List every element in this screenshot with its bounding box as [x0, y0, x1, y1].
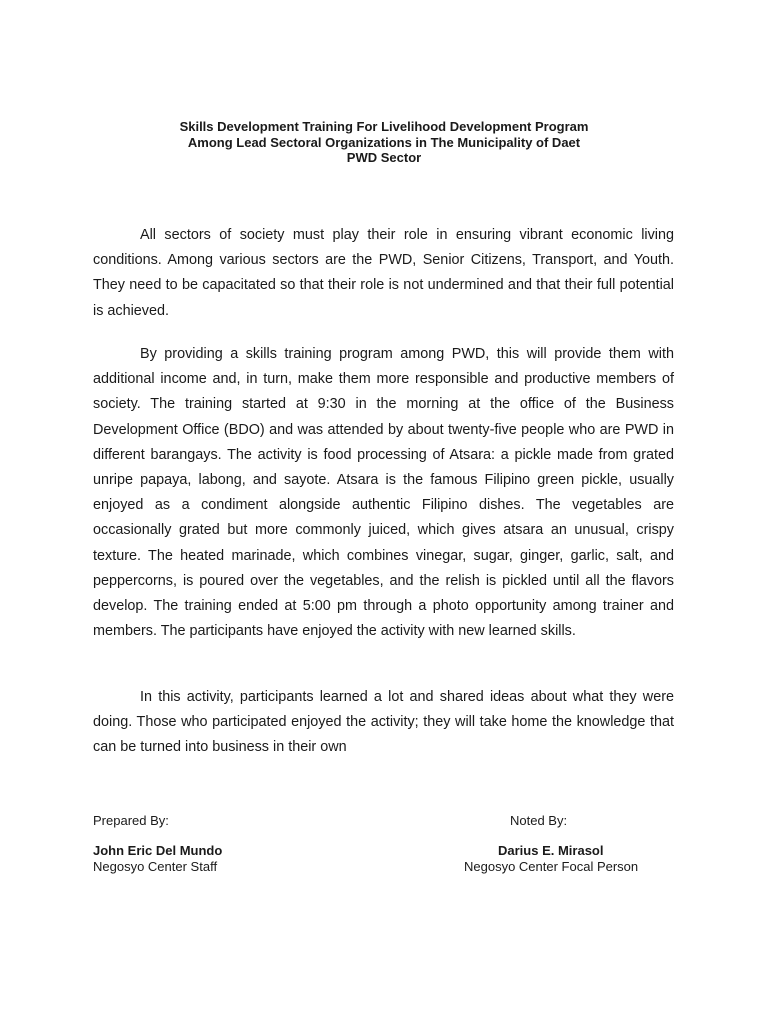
title-line-3: PWD Sector — [346, 150, 422, 165]
prepared-by-label: Prepared By: — [93, 813, 169, 828]
prepared-by-name: John Eric Del Mundo — [93, 843, 223, 858]
body-paragraph-1: All sectors of society must play their role in ensuring vibrant economic living conditions. Among various sectors are the PWD, Senior Citizens, Transport, and Youth. They need to be capacitated so that their role is not undermined and that their full potential is achieved. — [93, 227, 674, 319]
body-paragraph-2: By providing a skills training program among PWD, this will provide them with additional income and, in turn, make them more responsible and productive members of society. The training started at 9:30 in the morning at the office of the Business Development Office (BDO) and was attended by about twenty-five people who are PWD in different barangays. The activity is food processing of Atsara: a pickle made from grated unripe papaya, labong, and sayote. Atsara is the famous Filipino green pickle, usually enjoyed as a condiment alongside authentic Filipino dishes. The vegetables are occasionally grated but more commonly juiced, which gives atsara an unusual, crispy texture. The heated marinade, which combines vinegar, sugar, ginger, garlic, salt, and peppercorns, is poured over the vegetables, and the relish is pickled until all the flavors develop. The training ended at 5:00 pm through a photo opportunity among trainer and members. The participants have enjoyed the activity with new learned skills. — [93, 346, 674, 640]
title-line-1: Skills Development Training For Livelihood Development Program — [179, 119, 589, 134]
title-line-2: Among Lead Sectoral Organizations in The Municipality of Daet — [187, 134, 581, 150]
document-title — [0, 119, 768, 166]
noted-by-name: Darius E. Mirasol — [498, 843, 604, 858]
noted-by-label: Noted By: — [510, 813, 568, 828]
body-paragraph-3: In this activity, participants learned a lot and shared ideas about what they were doing. Those who participated enjoyed the activity; they will take home the knowledge that can be turned into business in their own — [93, 689, 674, 756]
noted-by-role: Negosyo Center Focal Person — [464, 859, 639, 874]
prepared-by-role: Negosyo Center Staff — [93, 859, 218, 874]
